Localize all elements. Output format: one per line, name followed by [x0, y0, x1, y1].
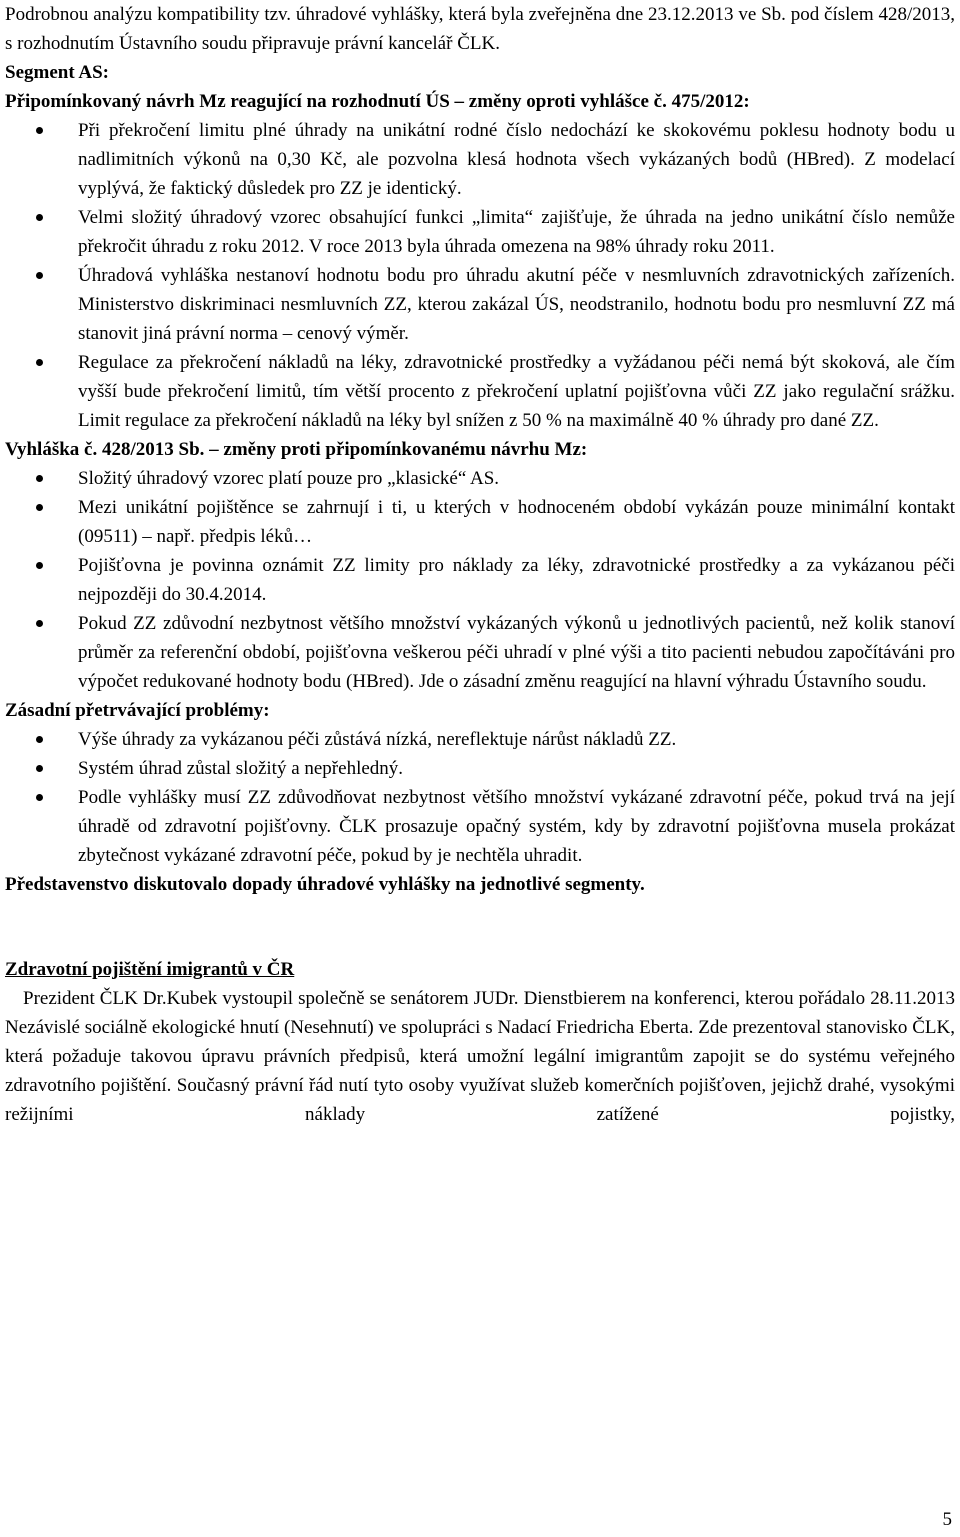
bullet-icon — [36, 272, 43, 279]
list-item: Pokud ZZ zdůvodní nezbytnost většího množství vykázaných výkonů u jednotlivých pacientů, než kolik stanoví průměr za referenční období, pojišťovna veškerou péči uhradí v plné výši a tito pacienti nebudou započítáváni pro výpočet redukované hodnoty bodu (HBred). Jde o zásadní změnu reagující na hlavní výhradu Ústavního soudu. — [5, 609, 955, 696]
board-statement: Představenstvo diskutovalo dopady úhradové vyhlášky na jednotlivé segmenty. — [5, 874, 645, 895]
page-number: 5 — [942, 1509, 952, 1530]
list-item: Mezi unikátní pojištěnce se zahrnují i ti, u kterých v hodnoceném období vykázán pouze minimální kontakt (09511) – např. předpis léků… — [5, 493, 955, 551]
bullet-icon — [36, 127, 43, 134]
list-item: Složitý úhradový vzorec platí pouze pro „klasické“ AS. — [5, 464, 955, 493]
immigrants-paragraph: Prezident ČLK Dr.Kubek vystoupil společně se senátorem JUDr. Dienstbierem na konferenci, kterou pořádalo 28.11.2013 Nezávislé sociálně ekologické hnutí (Nesehnutí) ve spolupráci s Nadací Friedricha Eberta. Zde prezentoval stanovisko ČLK, která požaduje takovou úpravu právních předpisů, která umožní legální imigrantům zapojit se do systému veřejného zdravotního pojištění. Současný právní řád nutí tyto osoby využívat služeb komerčních pojišťoven, jejichž drahé, vysokými režijními náklady zatížené pojistky, — [5, 988, 955, 1125]
section1-list — [5, 116, 955, 435]
segment-heading: Segment AS: — [5, 62, 109, 83]
list-item: Výše úhrady za vykázanou péči zůstává nízká, nereflektuje nárůst nákladů ZZ. — [5, 725, 955, 754]
intro-paragraph: Podrobnou analýzu kompatibility tzv. úhradové vyhlášky, která byla zveřejněna dne 23.12.2013 ve Sb. pod číslem 428/2013, s rozhodnutím Ústavního soudu připravuje právní kancelář ČLK. — [5, 4, 955, 54]
list-item: Systém úhrad zůstal složitý a nepřehledný. — [5, 754, 955, 783]
immigrants-heading: Zdravotní pojištění imigrantů v ČR — [5, 959, 295, 980]
bullet-icon — [36, 475, 43, 482]
section1-heading: Připomínkovaný návrh Mz reagující na rozhodnutí ÚS – změny oproti vyhlášce č. 475/2012: — [5, 91, 750, 112]
list-item: Pojišťovna je povinna oznámit ZZ limity pro náklady za léky, zdravotnické prostředky a za vykázanou péči nejpozději do 30.4.2014. — [5, 551, 955, 609]
section3-heading: Zásadní přetrvávající problémy: — [5, 700, 270, 721]
bullet-icon — [36, 765, 43, 772]
bullet-icon — [36, 620, 43, 627]
bullet-icon — [36, 794, 43, 801]
section3-list — [5, 725, 955, 870]
bullet-icon — [36, 214, 43, 221]
list-item: Regulace za překročení nákladů na léky, zdravotnické prostředky a vyžádanou péči nemá být skoková, ale čím vyšší bude překročení limitů, tím větší procento z překročení uplatní pojišťovna vůči ZZ jako regulační srážku. Limit regulace za překročení nákladů na léky byl snížen z 50 % na maximálně 40 % úhrady pro dané ZZ. — [5, 348, 955, 435]
bullet-icon — [36, 736, 43, 743]
section2-list — [5, 464, 955, 696]
bullet-icon — [36, 504, 43, 511]
list-item: Úhradová vyhláška nestanoví hodnotu bodu pro úhradu akutní péče v nesmluvních zdravotnických zařízeních. Ministerstvo diskriminaci nesmluvních ZZ, kterou zakázal ÚS, neodstranilo, hodnotu bodu pro nesmluvní ZZ má stanovit jiná právní norma – cenový výměr. — [5, 261, 955, 348]
list-item: Při překročení limitu plné úhrady na unikátní rodné číslo nedochází ke skokovému poklesu hodnoty bodu u nadlimitních výkonů na 0,30 Kč, ale pozvolna klesá hodnota všech vykázaných bodů (HBred). Z modelací vyplývá, že faktický důsledek pro ZZ je identický. — [5, 116, 955, 203]
document-page — [5, 0, 955, 1129]
bullet-icon — [36, 359, 43, 366]
list-item: Velmi složitý úhradový vzorec obsahující funkci „limita“ zajišťuje, že úhrada na jedno unikátní číslo nemůže překročit úhradu z roku 2012. V roce 2013 byla úhrada omezena na 98% úhrady roku 2011. — [5, 203, 955, 261]
section2-heading: Vyhláška č. 428/2013 Sb. – změny proti připomínkovanému návrhu Mz: — [5, 439, 588, 460]
list-item: Podle vyhlášky musí ZZ zdůvodňovat nezbytnost většího množství vykázané zdravotní péče, pokud trvá na její úhradě od zdravotní pojišťovny. ČLK prosazuje opačný systém, kdy by zdravotní pojišťovna musela prokázat zbytečnost vykázané zdravotní péče, pokud by je nechtěla uhradit. — [5, 783, 955, 870]
bullet-icon — [36, 562, 43, 569]
